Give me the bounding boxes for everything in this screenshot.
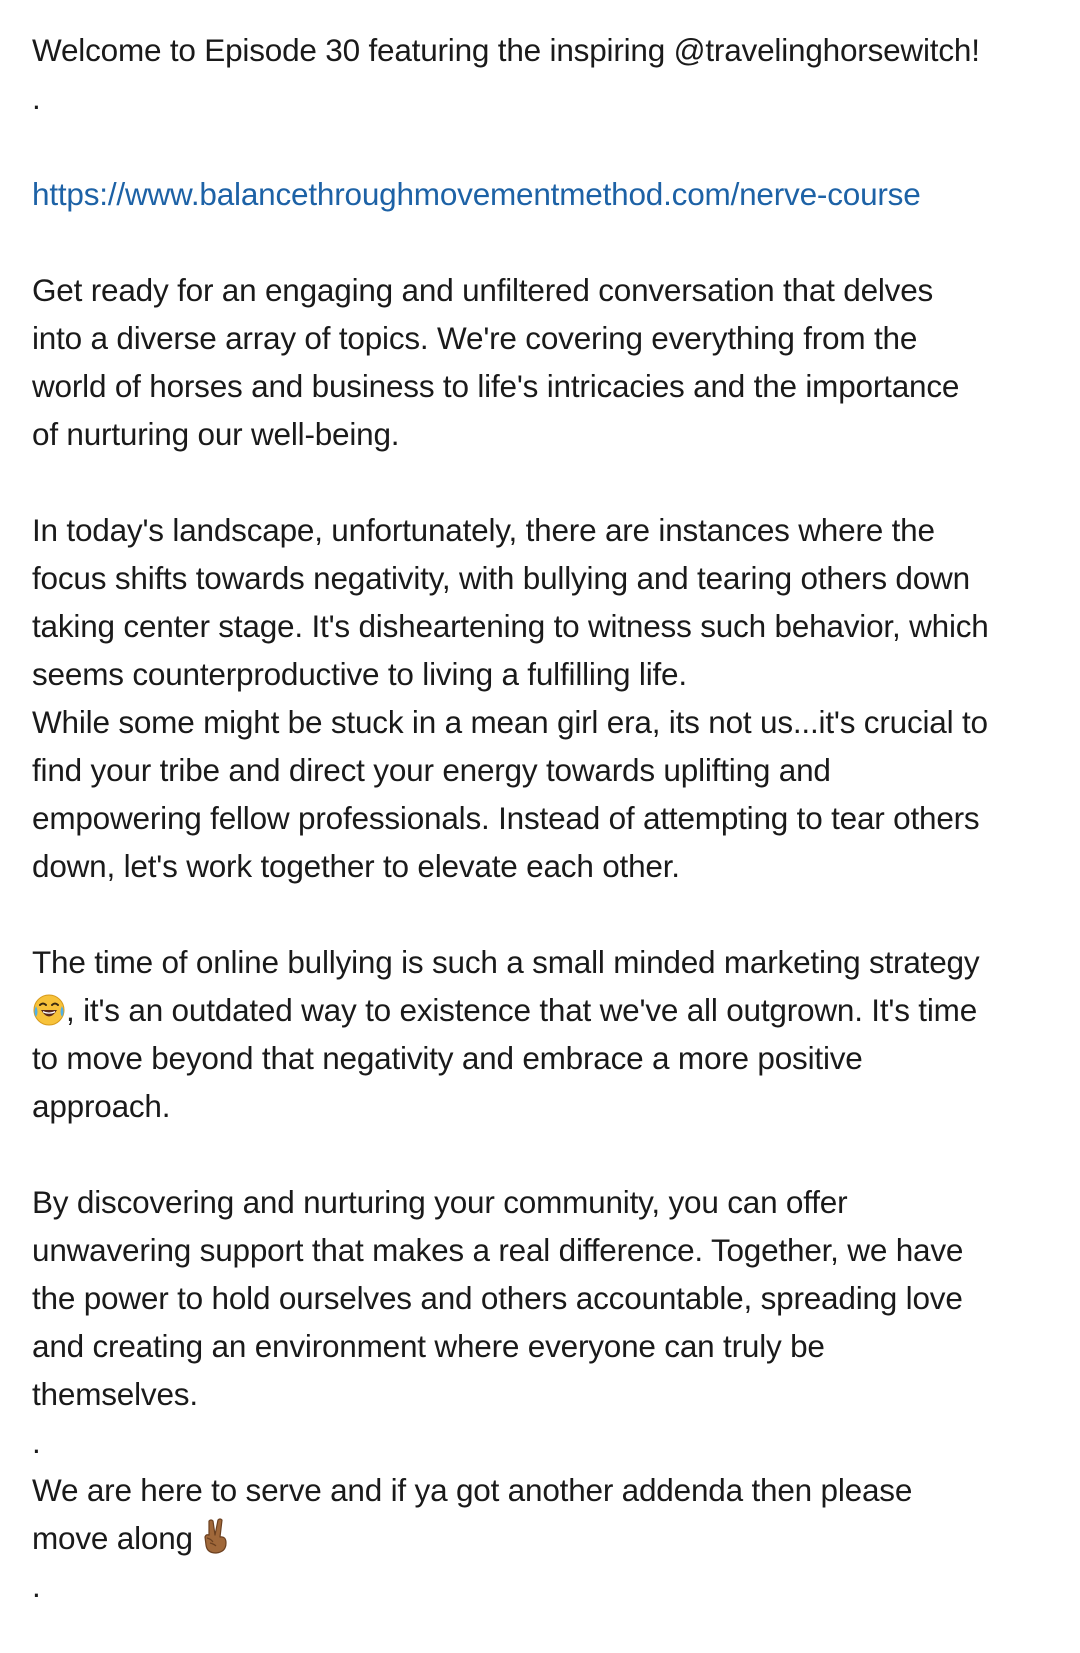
- paragraph-line: the power to hold ourselves and others accountable, spreading love: [32, 1280, 963, 1316]
- paragraph-line: empowering fellow professionals. Instead of attempting to tear others: [32, 800, 980, 836]
- link-line: [32, 170, 1062, 218]
- paragraph-line-with-emoji: [32, 986, 1062, 1034]
- closing-text: move along: [32, 1520, 193, 1556]
- paragraph-line: find your tribe and direct your energy towards uplifting and: [32, 752, 831, 788]
- paragraph-line: themselves.: [32, 1376, 198, 1412]
- closing-line-with-emoji: [32, 1514, 1062, 1562]
- paragraph-line: and creating an environment where everyone can truly be: [32, 1328, 825, 1364]
- post-caption: [32, 26, 1062, 1610]
- paragraph-line: focus shifts towards negativity, with bullying and tearing others down: [32, 560, 970, 596]
- closing-line: We are here to serve and if ya got another addenda then please: [32, 1472, 913, 1508]
- blank-line: [32, 1130, 1062, 1178]
- dot-separator: .: [32, 1568, 41, 1604]
- victory-hand-emoji-icon: [201, 1517, 231, 1555]
- paragraph-line: In today's landscape, unfortunately, there are instances where the: [32, 512, 935, 548]
- paragraph-line: down, let's work together to elevate each other.: [32, 848, 680, 884]
- blank-line: [32, 890, 1062, 938]
- paragraph-text: , it's an outdated way to existence that we've all outgrown. It's time: [66, 992, 978, 1028]
- dot-separator: .: [32, 1424, 41, 1460]
- paragraph-line: of nurturing our well-being.: [32, 416, 400, 452]
- paragraph-line: taking center stage. It's disheartening to witness such behavior, which: [32, 608, 989, 644]
- paragraph-line: The time of online bullying is such a small minded marketing strategy: [32, 944, 980, 980]
- paragraph-line: While some might be stuck in a mean girl era, its not us...it's crucial to: [32, 704, 988, 740]
- course-link[interactable]: https://www.balancethroughmovementmethod.com/nerve-course: [32, 176, 921, 212]
- intro-line: Welcome to Episode 30 featuring the inspiring @travelinghorsewitch!: [32, 32, 980, 68]
- paragraph-line: seems counterproductive to living a fulfilling life.: [32, 656, 687, 692]
- paragraph-line: By discovering and nurturing your community, you can offer: [32, 1184, 848, 1220]
- blank-line: [32, 458, 1062, 506]
- paragraph-line: Get ready for an engaging and unfiltered conversation that delves: [32, 272, 934, 308]
- paragraph-line: approach.: [32, 1088, 171, 1124]
- blank-line: [32, 218, 1062, 266]
- paragraph-line: into a diverse array of topics. We're covering everything from the: [32, 320, 918, 356]
- paragraph-line: world of horses and business to life's intricacies and the importance: [32, 368, 960, 404]
- blank-line: [32, 122, 1062, 170]
- dot-separator: .: [32, 80, 41, 116]
- laughing-with-tears-emoji-icon: [32, 993, 66, 1027]
- paragraph-line: unwavering support that makes a real difference. Together, we have: [32, 1232, 964, 1268]
- paragraph-line: to move beyond that negativity and embrace a more positive: [32, 1040, 863, 1076]
